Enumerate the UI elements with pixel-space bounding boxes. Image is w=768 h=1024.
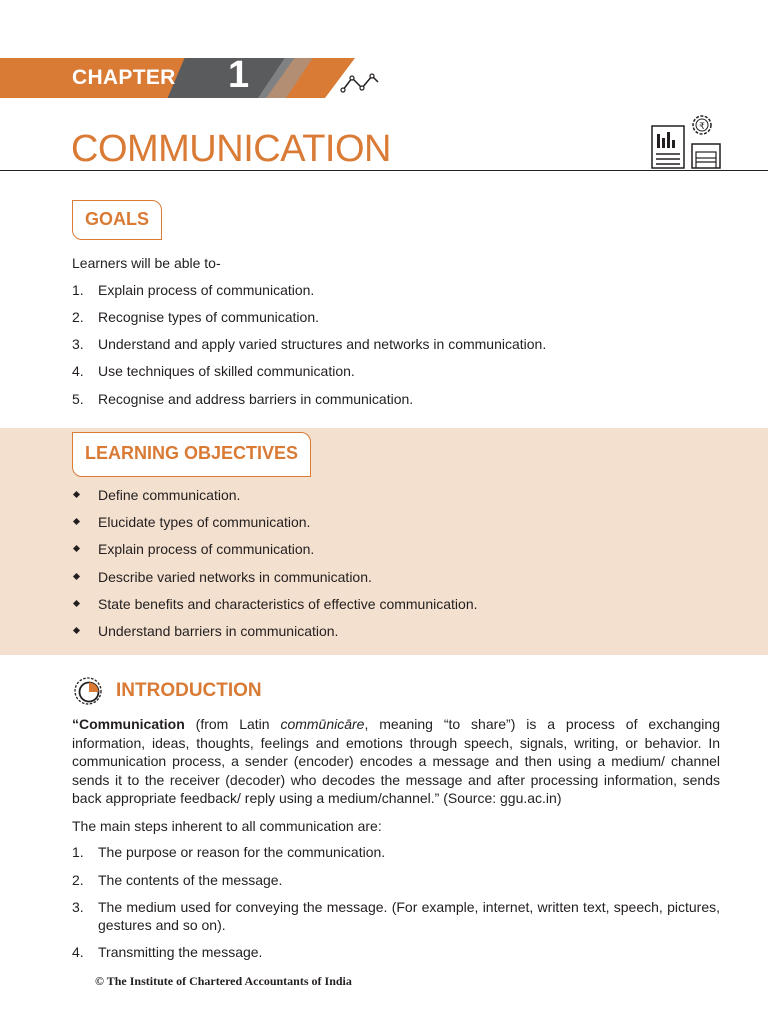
paragraph-text: , meaning “to share”) is a process of exchanging information, ideas, thoughts, feelings and emotions through speech, signals, writing, or behavior. In communication process, a sender (encoder) encodes a message and then using a medium/ channel sends it to the receiver (decoder) who decodes the message and after processing information, sends back appropriate feedback/ reply using a medium/channel.” (Source: ggu.ac.in)	[72, 716, 720, 806]
footer-copyright: © The Institute of Chartered Accountants of India	[95, 974, 352, 988]
svg-text:₹: ₹	[699, 122, 705, 132]
definition-term: “Communication	[72, 716, 185, 732]
list-text: The contents of the message.	[98, 872, 283, 888]
document-chart-icon	[650, 112, 724, 172]
list-text: Describe varied networks in communication.	[98, 569, 372, 585]
goals-heading: GOALS	[72, 200, 162, 240]
list-text: The medium used for conveying the message. (For example, internet, written text, speech, pictures, gestures and so on).	[98, 899, 720, 933]
list-text: State benefits and characteristics of effective communication.	[98, 596, 478, 612]
list-text: Understand barriers in communication.	[98, 623, 339, 639]
list-text: The purpose or reason for the communication.	[98, 844, 386, 860]
steps-intro: The main steps inherent to all communication are:	[72, 818, 382, 834]
list-number: 4.	[72, 944, 84, 960]
list-number: 4.	[72, 363, 84, 379]
list-number: 2.	[72, 872, 84, 888]
paragraph-text: (from Latin	[184, 716, 281, 732]
list-number: 1.	[72, 844, 84, 860]
list-text: Transmitting the message.	[98, 944, 263, 960]
list-text: Define communication.	[98, 487, 241, 503]
list-text: Elucidate types of communication.	[98, 514, 311, 530]
list-text: Use techniques of skilled communication.	[98, 363, 355, 379]
page-title: COMMUNICATION	[71, 128, 391, 170]
latin-term: commūnicāre	[280, 716, 365, 732]
list-number: 3.	[72, 336, 84, 352]
list-number: 2.	[72, 309, 84, 325]
list-text: Explain process of communication.	[98, 541, 315, 557]
goals-intro: Learners will be able to-	[72, 255, 221, 271]
introduction-heading: INTRODUCTION	[116, 680, 262, 701]
list-number: 1.	[72, 282, 84, 298]
chapter-banner	[0, 58, 355, 98]
list-text: Recognise types of communication.	[98, 309, 319, 325]
chapter-label: CHAPTER	[72, 66, 176, 89]
list-number: 5.	[72, 391, 84, 407]
pie-chart-icon	[72, 674, 104, 706]
trend-line-icon	[340, 70, 382, 98]
list-text: Explain process of communication.	[98, 282, 315, 298]
list-text: Understand and apply varied structures and networks in communication.	[98, 336, 547, 352]
learning-objectives-heading: LEARNING OBJECTIVES	[72, 432, 311, 477]
list-text: Recognise and address barriers in communication.	[98, 391, 414, 407]
introduction-paragraph	[72, 715, 720, 808]
list-number: 3.	[72, 899, 84, 915]
chapter-number: 1	[228, 54, 250, 96]
